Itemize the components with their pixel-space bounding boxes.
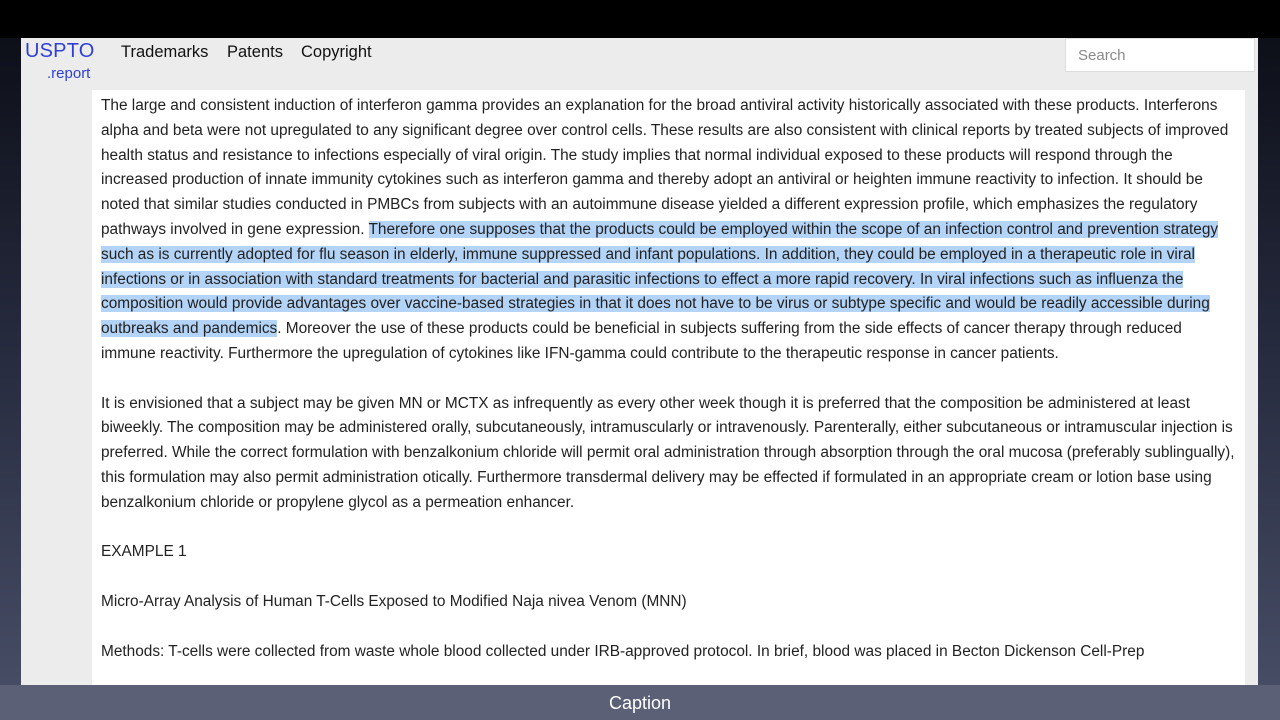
nav-copyright-link[interactable]: Copyright [301, 43, 372, 61]
example-heading: EXAMPLE 1 [101, 543, 187, 561]
paragraph-text: The large and consistent induction of interferon gamma provides an explanation for the broad antiviral activity historically associated with these products. Interferons alpha and beta were not upregulated to any significant degree over control cells. These results are also consistent with clinical reports by treated subjects of improved health status and resistance to infections especially of viral origin. The study implies that normal individual exposed to these products will respond through the increased production of innate immunity cytokines such as interferon gamma and thereby adopt an antiviral or heighten immune reactivity to infection. It should be noted that similar studies conducted in PMBCs from subjects with an autoimmune disease yielded a different expression profile, which emphasizes the regulatory pathways involved in gene expression. [101, 97, 1229, 238]
example-title: Micro-Array Analysis of Human T-Cells Exposed to Modified Naja nivea Venom (MNN) [101, 592, 687, 610]
paragraph-administration: It is envisioned that a subject may be given MN or MCTX as infrequently as every other week though it is preferred that the composition be administered at least biweekly. The composition may be administered orally, subcutaneously, intramuscularly or intravenously. Parenterally, either subcutaneous or intramuscular injection is preferred. While the correct formulation with benzalkonium chloride will permit oral administration through absorption through the oral mucosa (preferably sublingually), this formulation may also permit administration otically. Furthermore transdermal delivery may be effected if formulated in an appropriate cream or lotion base using benzalkonium chloride or propylene glycol as a permeation enhancer. [101, 394, 1235, 511]
patent-text-panel [92, 90, 1245, 685]
site-logo-suffix[interactable]: .report [47, 65, 91, 82]
caption-bar [0, 685, 1280, 720]
patent-description [101, 94, 1239, 685]
nav-patents-link[interactable]: Patents [227, 43, 283, 61]
selected-text: Therefore one supposes that the products could be employed within the scope of an infection control and prevention strategy such as is currently adopted for flu season in elderly, immune suppressed and infant populations. In addition, they could be employed in a therapeutic role in viral infections or in association with standard treatments for bacterial and parasitic infections to effect a more rapid recovery. In viral infections such as influenza the composition would provide advantages over vaccine-based strategies in that it does not have to be virus or subtype specific and would be readily accessible during outbreaks and pandemics [101, 220, 1219, 338]
paragraph-text: . Moreover the use of these products could be beneficial in subjects suffering from the side effects of cancer therapy through reduced immune reactivity. Furthermore the upregulation of cytokines like IFN-gamma could contribute to the therapeutic response in cancer patients. [101, 320, 1182, 362]
paragraph-interferon [101, 94, 1239, 367]
search-input[interactable] [1065, 38, 1255, 72]
top-black-bar [0, 0, 1280, 38]
site-logo[interactable]: USPTO [25, 40, 95, 62]
site-header [21, 38, 1258, 90]
paragraph-methods: Methods: T-cells were collected from waste whole blood collected under IRB-approved protocol. In brief, blood was placed in Becton Dickenson Cell-Prep [101, 642, 1145, 660]
caption-text: Caption [608, 693, 672, 713]
browser-page [21, 38, 1258, 685]
nav-trademarks-link[interactable]: Trademarks [121, 43, 209, 61]
